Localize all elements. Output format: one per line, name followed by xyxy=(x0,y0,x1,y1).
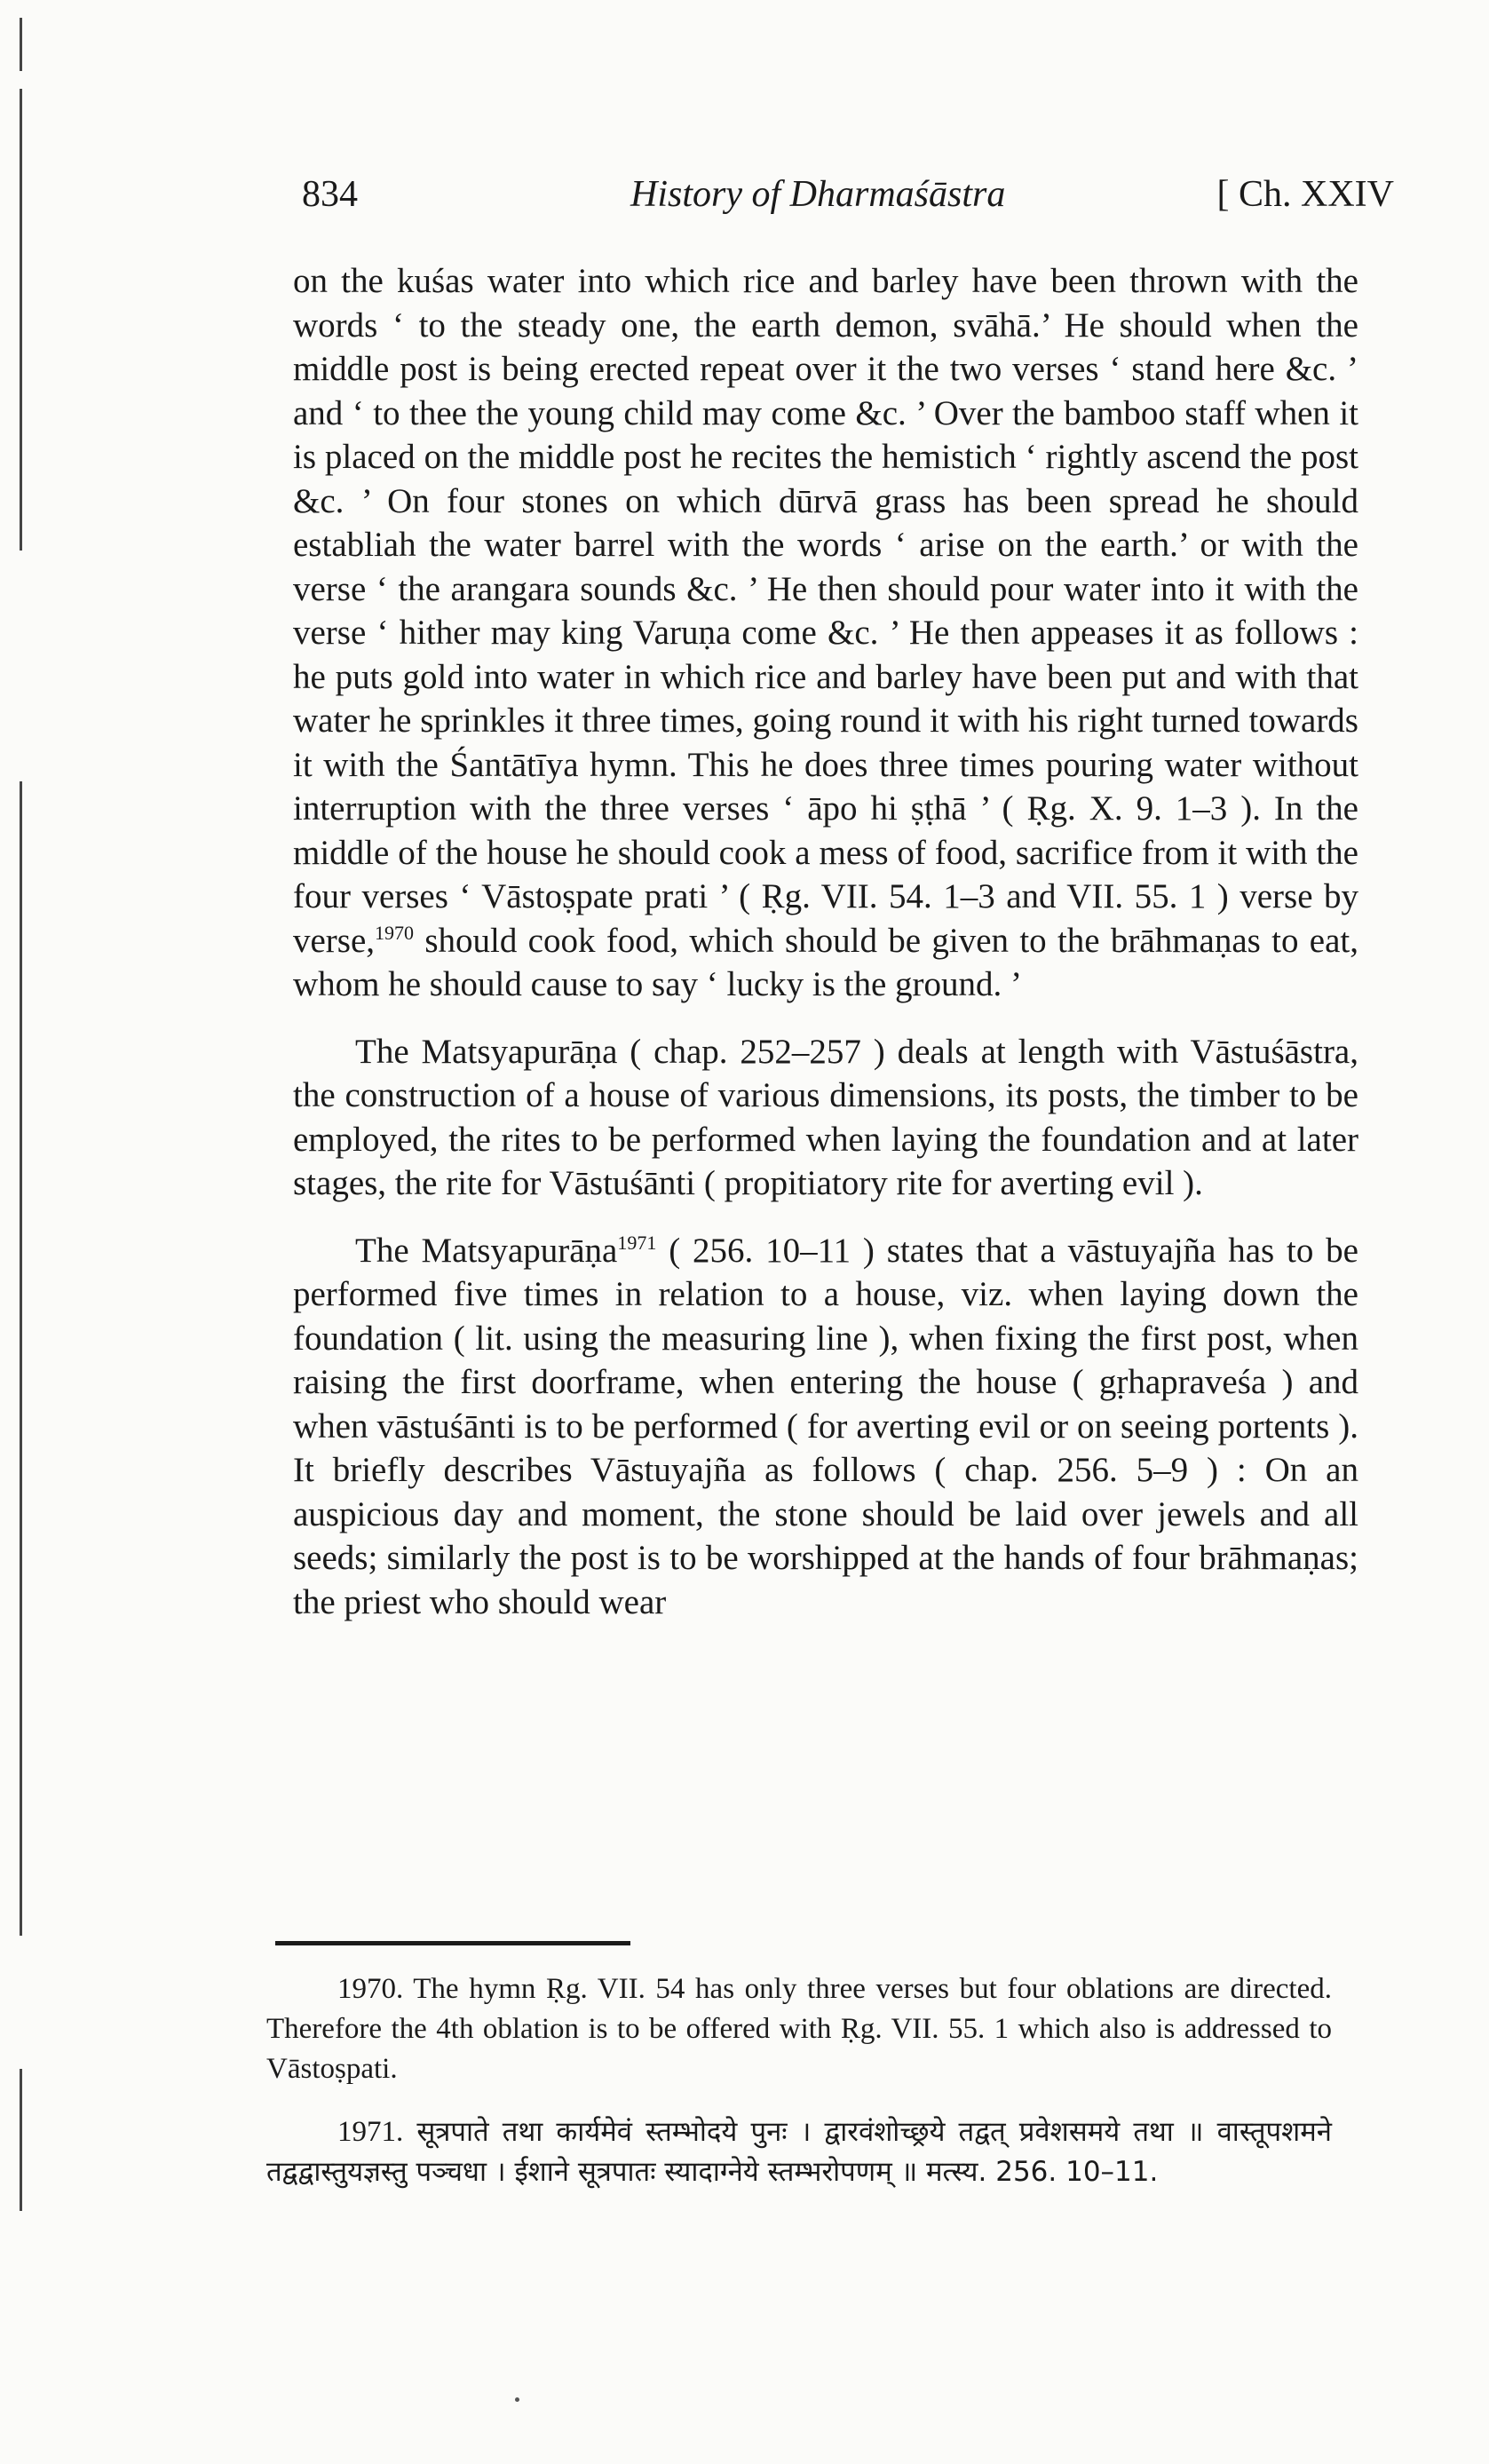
running-title: History of Dharmaśāstra xyxy=(630,174,1006,215)
chapter-label: [ Ch. XXIV xyxy=(1216,174,1394,215)
scan-margin-line-3 xyxy=(20,781,22,1936)
footnote-ref-1970: 1970 xyxy=(375,921,415,944)
paragraph-1 xyxy=(293,259,1358,1007)
footnote-1971 xyxy=(266,2112,1332,2192)
scan-speck xyxy=(515,2397,519,2402)
footnote-1971-sanskrit: सूत्रपाते तथा कार्यमेवं स्तम्भोदये पुनः । द्वारवंशोच्छ्रये तद्वत् प्रवेशसमये तथा ॥ वास्तूपशमने तद्वद्वास्तुयज्ञस्तु पञ्चधा । ईशाने सूत्रपातः स्यादाग्नेये स्तम्भरोपणम् ॥ xyxy=(266,2116,1332,2188)
scan-margin-line-1 xyxy=(20,18,22,71)
footnote-1970-text: The hymn Ṛg. VII. 54 has only three verses but four oblations are directed. Therefore the 4th oblation is to be offered with Ṛg. VII. 55. 1 which also is addressed to Vāstoṣpati. xyxy=(266,1973,1332,2085)
scan-margin-line-4 xyxy=(20,2069,22,2211)
paragraph-1-text-end: should cook food, which should be given to the brāhmaṇas to eat, whom he should cause to say ‘ lucky is the ground. ’ xyxy=(293,921,1358,1003)
footnote-1970-number: 1970. xyxy=(337,1973,404,2005)
paragraph-3-text-end: ( 256. 10–11 ) states that a vāstuyajña has to be performed five times in relation to a house, viz. when laying down the foundation ( lit. using the measuring line ), when fixing the first post, when raising the first doorframe, when entering the house ( gṛhapraveśa ) and when vāstuśānti is to be performed ( for averting evil or on seeing portents ). It briefly describes Vāstuyajña as follows ( chap. 256. 5–9 ) : On an auspicious day and moment, the stone should be laid over jewels and all seeds; similarly the post is to be worshipped at the hands of four brāhmaṇas; the priest who should wear xyxy=(293,1231,1358,1621)
page-header xyxy=(302,173,1394,226)
footnote-rule xyxy=(275,1941,630,1945)
footnote-ref-1971: 1971 xyxy=(617,1231,657,1254)
scan-margin-line-2 xyxy=(20,89,22,551)
footnote-1970 xyxy=(266,1969,1332,2089)
main-text xyxy=(293,259,1358,1624)
page-number: 834 xyxy=(302,174,358,215)
paragraph-2: The Matsyapurāṇa ( chap. 252–257 ) deals at length with Vāstuśāstra, the construction of a house of various dimensions, its posts, the timber to be employed, the rites to be performed when laying the foundation and at later stages, the rite for Vāstuśānti ( propitiatory rite for averting evil ). xyxy=(293,1032,1358,1202)
footnotes xyxy=(266,1969,1332,2192)
footnote-1971-number: 1971. xyxy=(337,2116,404,2148)
paragraph-3-text: The Matsyapurāṇa xyxy=(355,1231,618,1270)
paragraph-1-text: on the kuśas water into which rice and barley have been thrown with the words ‘ to the steady one, the earth demon, svāhā.’ He should when the middle post is being erected repeat over it the two verses ‘ stand here &c. ’ and ‘ to thee the young child may come &c. ’ Over the bamboo staff when it is placed on the middle post he recites the hemistich ‘ rightly ascend the post &c. ’ On four stones on which dūrvā grass has been spread he should establiah the water barrel with the words ‘ arise on the earth.’ or with the verse ‘ the arangara sounds &c. ’ He then should pour water into it with the verse ‘ hither may king Varuṇa come &c. ’ He then appeases it as follows : he puts gold into water in which rice and barley have been put and with that water he sprinkles it three times, going round it with his right turned towards it with the Śantātīya hymn. This he does three times pouring water without interruption with the three verses ‘ āpo hi ṣṭhā ’ ( Ṛg. X. 9. 1–3 ). In the middle of the house he should cook a mess of food, sacrifice from it with the four verses ‘ Vāstoṣpate prati ’ ( Ṛg. VII. 54. 1–3 and VII. 55. 1 ) verse by verse, xyxy=(293,262,1358,960)
paragraph-3 xyxy=(293,1229,1358,1625)
footnote-1971-source: मत्स्य. 256. 10–11. xyxy=(917,2156,1159,2188)
